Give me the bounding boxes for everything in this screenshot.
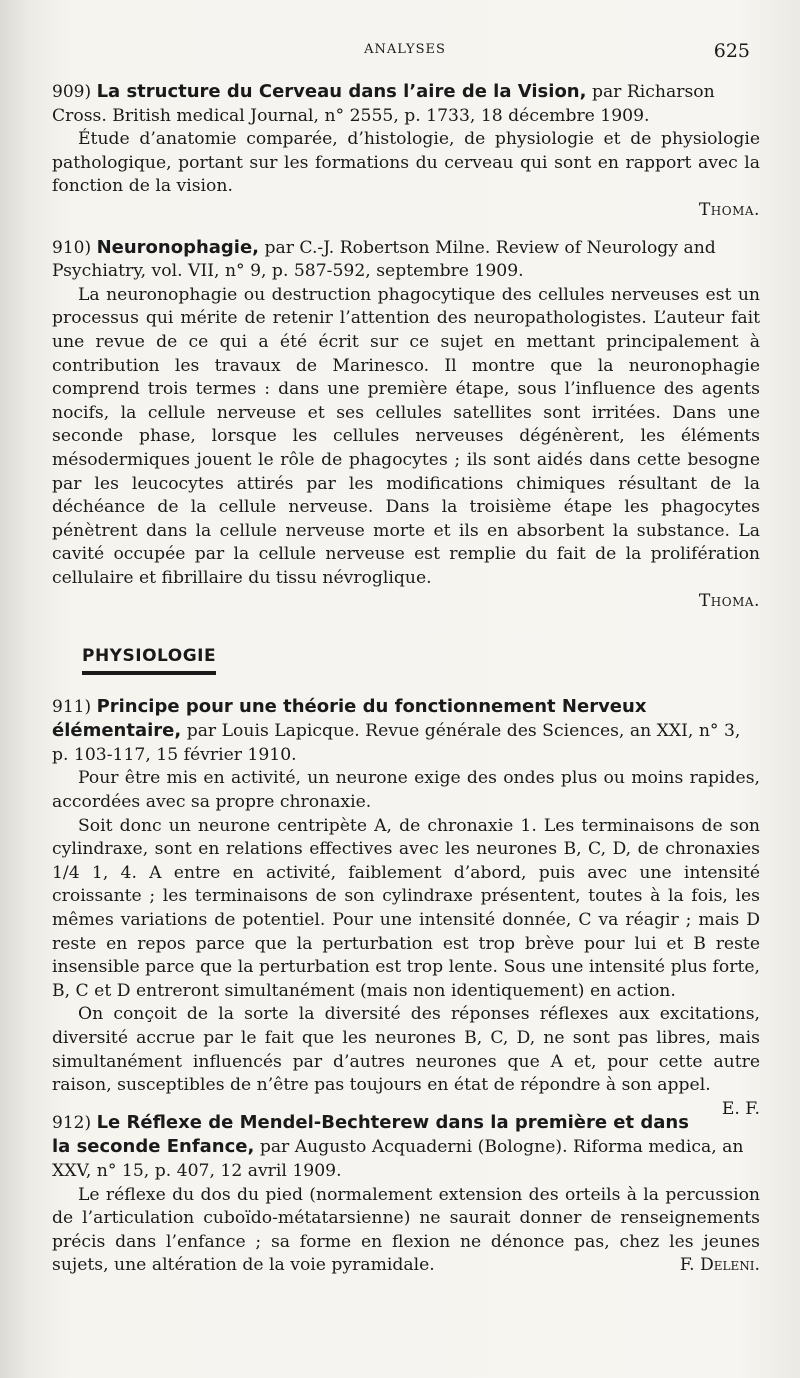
entry-heading bbox=[52, 80, 760, 128]
entry-paragraph-text: Le réflexe du dos du pied (normalement extension des orteils à la percussion de l’articulation cuboïdo-métatarsienne) ne saurait donner de renseignements précis dans l’enfance ; sa forme en flexion ne dénonce pas, chez les jeunes sujets, une altération de la voie pyramidale. bbox=[52, 1184, 760, 1276]
page-number: 625 bbox=[713, 40, 750, 62]
entry-signature: Thoma. bbox=[698, 199, 760, 220]
entry-heading bbox=[52, 695, 760, 768]
entry-number: 912) bbox=[52, 1112, 92, 1133]
page-header bbox=[50, 42, 760, 66]
entry-paragraph: La neuronophagie ou destruction phagocytique des cellules nerveuses est un processus qui mérite de retenir l’attention des neuropathologistes. L’auteur fait une revue de ce qui a été écrit sur ce sujet en mettant principalement à contribution les travaux de Marinesco. Il montre que la neuronophagie comprend trois termes : dans une première étape, sous l’influence des agents nocifs, la cellule nerveuse et ses cellules satellites sont irritées. Dans une seconde phase, lorsque les cellules nerveuses dégénèrent, les éléments mésodermiques jouent le rôle de phagocytes ; ils sont aidés dans cette besogne par les leucocytes attirés par les modifications chimiques résultant de la déchéance de la cellule nerveuse. Dans la troisième étape les phagocytes pénètrent dans la cellule nerveuse morte et ils en absorbent la substance. La cavité occupée par la cellule nerveuse est remplie du fait de la prolifération cellulaire et fibrillaire du tissu névroglique. bbox=[52, 284, 760, 588]
entry-heading bbox=[52, 1111, 760, 1184]
abstract-entry-910 bbox=[52, 236, 760, 615]
entry-title: La structure du Cerveau dans l’aire de la Vision, bbox=[96, 81, 587, 102]
entry-paragraph bbox=[52, 1184, 760, 1278]
entry-number: 909) bbox=[52, 82, 92, 102]
entry-number: 911) bbox=[52, 696, 92, 717]
entry-number: 910) bbox=[52, 237, 92, 258]
entry-title: Neuronophagie, bbox=[96, 236, 260, 258]
running-title: ANALYSES bbox=[364, 42, 446, 57]
page-content bbox=[52, 80, 760, 1291]
entry-paragraph: Soit donc un neurone centripète A, de chronaxie 1. Les terminaisons de son cylindraxe, sont en relations effectives avec les neurones B, C, D, de chronaxies 1/4 1, 4. A entre en activité, faiblement d’abord, puis avec une intensité croissante ; les terminaisons de son cylindraxe présentent, toutes à la fois, les mêmes variations de potentiel. Pour une intensité donnée, C va réagir ; mais D reste en repos parce que la perturbation est trop brève pour lui et B reste insensible parce que la perturbation est trop lente. Sous une intensité plus forte, B, C et D entreront simultanément (mais non identiquement) en action. bbox=[52, 815, 760, 1001]
section-heading: PHYSIOLOGIE bbox=[82, 645, 216, 675]
entry-paragraph-text: On conçoit de la sorte la diversité des réponses réflexes aux excitations, diversité accrue par le fait que les neurones B, C, D, ne sont pas libres, mais simultanément influencés par d’autres neurones que A et, pour cette autre raison, susceptibles de n’être pas toujours en état de répondre à son appel. bbox=[52, 1004, 760, 1096]
entry-citation: par Richarson Cross. British medical Journal, n° 2555, p. 1733, 18 décembre 1909. bbox=[52, 82, 715, 126]
entry-title: Le Réflexe de Mendel-Bechterew dans la première et dans la seconde Enfance, bbox=[52, 1111, 689, 1158]
entry-signature: E. F. bbox=[721, 1098, 760, 1119]
abstract-entry-912 bbox=[52, 1111, 760, 1278]
entry-heading bbox=[52, 236, 760, 284]
entry-paragraph: Pour être mis en activité, un neurone exige des ondes plus ou moins rapides, accordées avec sa propre chronaxie. bbox=[52, 768, 760, 813]
entry-signature: F. Deleni. bbox=[679, 1255, 760, 1276]
entry-signature: Thoma. bbox=[698, 591, 760, 612]
entry-title: Principe pour une théorie du fonctionnement Nerveux élémentaire, bbox=[52, 695, 647, 742]
abstract-entry-911 bbox=[52, 695, 760, 1119]
entry-paragraph bbox=[52, 1003, 760, 1119]
abstract-entry-909 bbox=[52, 80, 760, 223]
entry-citation: par Augusto Acquaderni (Bologne). Riforma medica, an XXV, n° 15, p. 407, 12 avril 1909. bbox=[52, 1137, 744, 1181]
entry-citation: par C.-J. Robertson Milne. Review of Neurology and Psychiatry, vol. VII, n° 9, p. 587-592, septembre 1909. bbox=[52, 237, 716, 282]
entry-citation: par Louis Lapicque. Revue générale des Sciences, an XXI, n° 3, p. 103-117, 15 février 1910. bbox=[52, 721, 741, 765]
entry-paragraph: Étude d’anatomie comparée, d’histologie, de physiologie et de physiologie pathologique, portant sur les formations du cerveau qui sont en rapport avec la fonction de la vision. bbox=[52, 129, 760, 197]
